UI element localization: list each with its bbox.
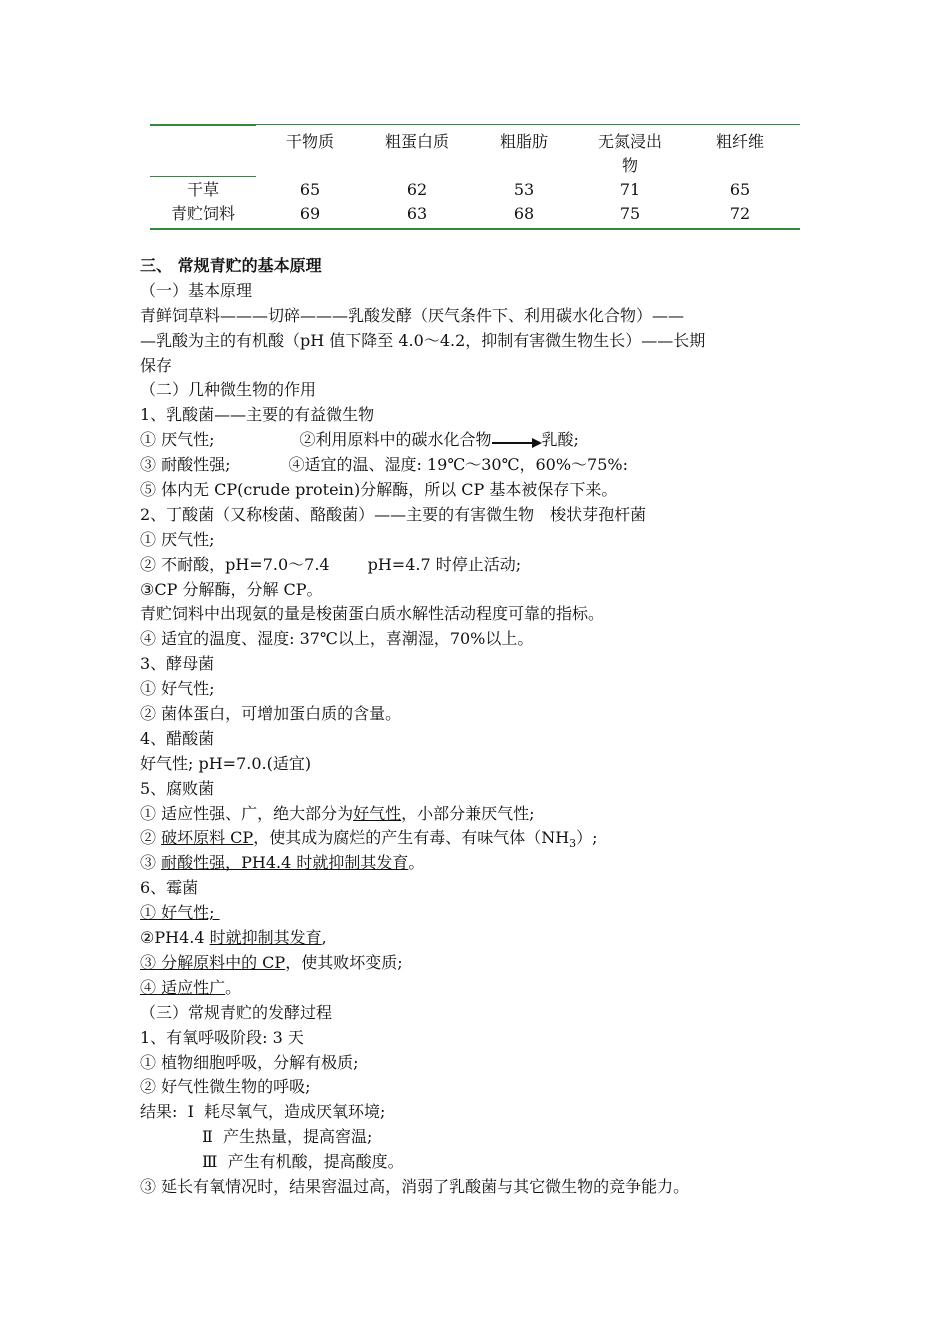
underlined-text: 时就抑制其发育 <box>209 928 322 948</box>
list-item: ② 菌体蛋白，可增加蛋白质的含量。 <box>140 704 402 724</box>
table-cell: 53 <box>513 180 535 199</box>
table-cell: 68 <box>513 204 535 223</box>
item-text: 。 <box>408 853 425 873</box>
item-text: ③ 耐酸性强; <box>140 455 231 475</box>
col-header: 粗蛋白质 <box>384 132 449 151</box>
underlined-text: 破坏原料 CP <box>161 828 254 848</box>
list-item: ④ 适宜的温度、湿度: 37℃以上，喜潮湿，70%以上。 <box>140 629 534 649</box>
table-cell: 63 <box>406 204 428 223</box>
list-item: ① 好气性; <box>140 679 215 699</box>
list-item: ① 厌气性; <box>140 529 215 549</box>
row-label: 干草 <box>186 180 219 199</box>
subsection-title: （二）几种微生物的作用 <box>140 380 317 400</box>
list-item: 结果: Ⅰ 耗尽氧气，造成厌氧环境; <box>140 1102 386 1122</box>
section-title: 三、 常规青贮的基本原理 <box>140 256 322 275</box>
list-item <box>140 428 820 453</box>
item-text: ，小部分兼厌气性; <box>401 803 535 823</box>
table-cell: 65 <box>299 180 321 199</box>
subsection-title: （三）常规青贮的发酵过程 <box>140 1002 333 1022</box>
table-cell: 65 <box>729 180 751 199</box>
list-heading: 6、霉菌 <box>140 878 199 898</box>
table-cell: 75 <box>619 204 641 223</box>
list-item <box>140 553 820 578</box>
list-item <box>140 926 820 951</box>
paragraph-line: 保存 <box>140 355 173 375</box>
table-rule-bottom <box>150 228 800 230</box>
subscript: 3 <box>569 837 577 851</box>
list-item <box>140 951 820 976</box>
list-item: ③CP 分解酶，分解 CP。 <box>140 579 323 599</box>
underlined-text: ③ 分解原料中的 CP <box>140 952 286 972</box>
arrow-right-icon <box>492 434 542 448</box>
list-item: ⑤ 体内无 CP(crude protein)分解酶，所以 CP 基本被保存下来。 <box>140 480 618 500</box>
list-item: ③ 延长有氧情况时，结果窖温过高，消弱了乳酸菌与其它微生物的竞争能力。 <box>140 1176 690 1196</box>
item-text: ②PH4.4 <box>140 928 210 948</box>
list-item <box>140 851 820 876</box>
list-heading: 4、醋酸菌 <box>140 728 215 748</box>
list-item <box>140 976 820 1001</box>
list-item <box>140 802 820 827</box>
row-label: 青贮饲料 <box>170 204 235 223</box>
item-text: ④适宜的温、湿度: 19℃～30℃，60%～75%: <box>288 455 628 475</box>
item-text: 乳酸; <box>541 430 579 450</box>
table-cell: 62 <box>406 180 428 199</box>
list-heading: 1、乳酸菌——主要的有益微生物 <box>140 405 375 425</box>
list-item <box>140 901 820 926</box>
col-header: 粗脂肪 <box>499 132 548 151</box>
list-item <box>140 453 820 478</box>
item-text: ③ <box>140 853 162 873</box>
list-heading: 3、酵母菌 <box>140 654 215 674</box>
subsection-title: （一）基本原理 <box>140 280 253 300</box>
item-text: 。 <box>225 977 242 997</box>
item-text: ）; <box>576 828 598 848</box>
col-header-wrap: 物 <box>621 156 638 175</box>
list-heading: 2、丁酸菌（又称梭菌、酪酸菌）——主要的有害微生物 梭状芽孢杆菌 <box>140 504 647 524</box>
item-text: ① 厌气性; <box>140 430 215 450</box>
item-text: ② 不耐酸，pH=7.0～7.4 <box>140 554 330 574</box>
underlined-text: ① 好气性; <box>140 903 215 923</box>
list-item: ② 好气性微生物的呼吸; <box>140 1077 311 1097</box>
col-header: 无氮浸出 <box>597 132 662 151</box>
item-text: ，使其败坏变质; <box>285 952 403 972</box>
item-text: ②利用原料中的碳水化合物 <box>299 430 492 450</box>
item-text: ，使其成为腐烂的产生有毒、有味气体（NH <box>253 828 570 848</box>
item-text: , <box>321 928 327 948</box>
table-cell: 69 <box>299 204 321 223</box>
table-rule-top-left <box>150 124 256 126</box>
list-item: ① 植物细胞呼吸，分解有极质; <box>140 1052 359 1072</box>
list-heading: 5、腐败菌 <box>140 778 215 798</box>
list-heading: 1、有氧呼吸阶段: 3 天 <box>140 1027 304 1047</box>
table-cell: 71 <box>619 180 641 199</box>
table-rule-mid <box>150 176 256 177</box>
item-text: ② <box>140 828 162 848</box>
underlined-text: 耐酸性强，PH4.4 时就抑制其发育 <box>161 853 409 873</box>
list-item: 好气性; pH=7.0.(适宜) <box>140 753 312 773</box>
item-text: ① 适应性强、广，绝大部分为 <box>140 803 354 823</box>
underlined-text: ④ 适应性广 <box>140 977 226 997</box>
paragraph-line: —乳酸为主的有机酸（pH 值下降至 4.0～4.2，抑制有害微生物生长）——长期 <box>140 330 706 350</box>
list-item <box>140 826 820 851</box>
list-item: Ⅱ 产生热量，提高窖温; <box>202 1127 373 1147</box>
table-rule-top <box>256 124 800 125</box>
document-body <box>140 254 820 1200</box>
paragraph-line: 青贮饲料中出现氨的量是梭菌蛋白质水解性活动程度可靠的指标。 <box>140 604 605 624</box>
underlined-text: 好气性 <box>353 803 402 823</box>
table-cell: 72 <box>729 204 751 223</box>
item-text: pH=4.7 时停止活动; <box>367 554 522 574</box>
paragraph-line: 青鲜饲草料———切碎———乳酸发酵（厌气条件下、利用碳水化合物）—— <box>140 305 685 325</box>
list-item: Ⅲ 产生有机酸，提高酸度。 <box>202 1152 404 1172</box>
col-header: 粗纤维 <box>715 132 764 151</box>
col-header: 干物质 <box>285 132 334 151</box>
